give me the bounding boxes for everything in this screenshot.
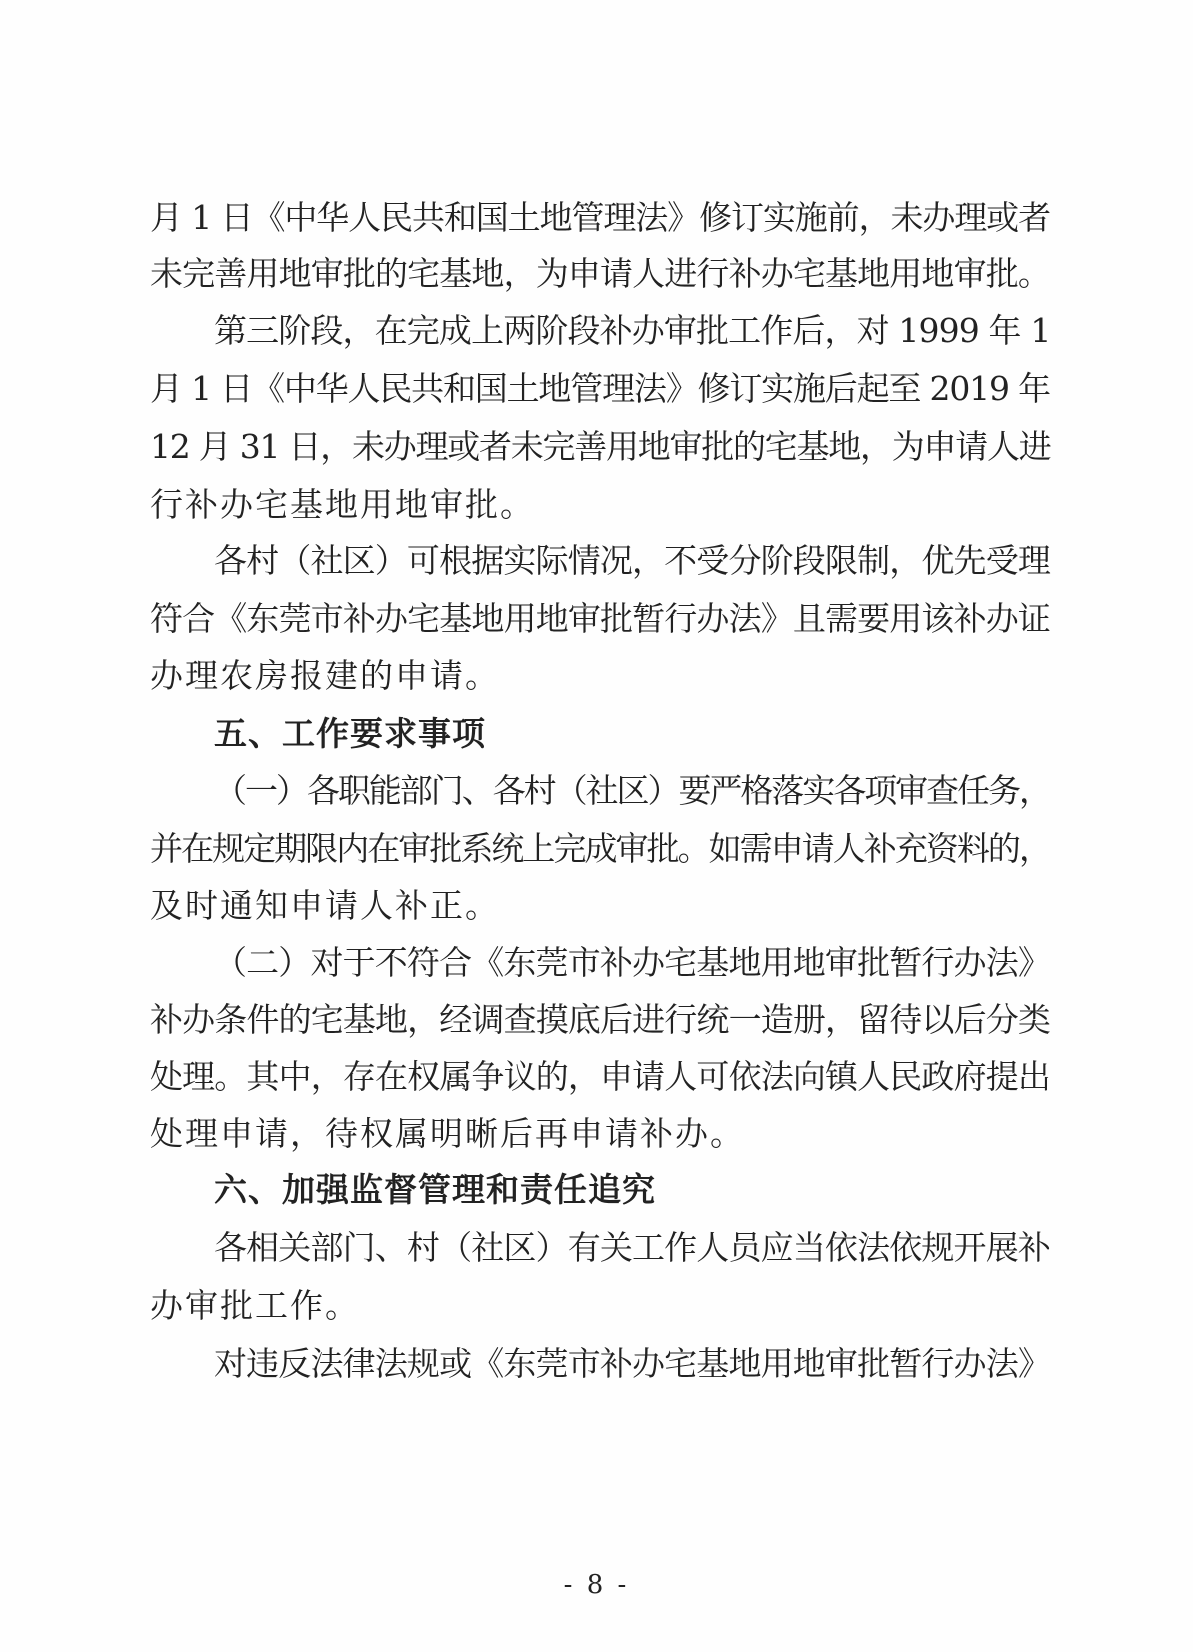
body-line-5: 12 月 31 日，未办理或者未完善用地审批的宅基地，为申请人进 [150, 427, 1051, 466]
body-line-3: 第三阶段，在完成上两阶段补办审批工作后，对 1999 年 1 [214, 311, 1051, 350]
body-line-2: 未完善用地审批的宅基地，为申请人进行补办宅基地用地审批。 [150, 254, 1051, 293]
page-number: - 8 - [563, 1570, 630, 1600]
body-line-4: 月 1 日《中华人民共和国土地管理法》修订实施后起至 2019 年 [150, 369, 1050, 408]
body-line-11: （一）各职能部门、各村（社区）要严格落实各项审查任务， [214, 771, 1051, 810]
body-line-15: 补办条件的宅基地，经调查摸底后进行统一造册，留待以后分类 [150, 1000, 1051, 1039]
section-heading-5: 五、工作要求事项 [214, 714, 486, 753]
body-line-14: （二）对于不符合《东莞市补办宅基地用地审批暂行办法》 [214, 943, 1051, 982]
body-line-12: 并在规定期限内在审批系统上完成审批。如需申请人补充资料的， [150, 829, 1051, 868]
body-line-6: 行补办宅基地用地审批。 [150, 485, 535, 524]
body-line-20: 办审批工作。 [150, 1286, 360, 1325]
body-line-16: 处理。其中，存在权属争议的，申请人可依法向镇人民政府提出 [150, 1057, 1051, 1096]
body-line-21: 对违反法律法规或《东莞市补办宅基地用地审批暂行办法》 [214, 1344, 1051, 1383]
body-line-1: 月 1 日《中华人民共和国土地管理法》修订实施前，未办理或者 [150, 198, 1050, 237]
section-heading-6: 六、加强监督管理和责任追究 [214, 1170, 656, 1209]
body-line-13: 及时通知申请人补正。 [150, 886, 500, 925]
body-line-8: 符合《东莞市补办宅基地用地审批暂行办法》且需要用该补办证 [150, 599, 1051, 638]
body-line-19: 各相关部门、村（社区）有关工作人员应当依法依规开展补 [214, 1228, 1051, 1267]
body-line-7: 各村（社区）可根据实际情况，不受分阶段限制，优先受理 [214, 541, 1051, 580]
body-line-17: 处理申请，待权属明晰后再申请补办。 [150, 1114, 745, 1153]
body-line-9: 办理农房报建的申请。 [150, 656, 500, 695]
